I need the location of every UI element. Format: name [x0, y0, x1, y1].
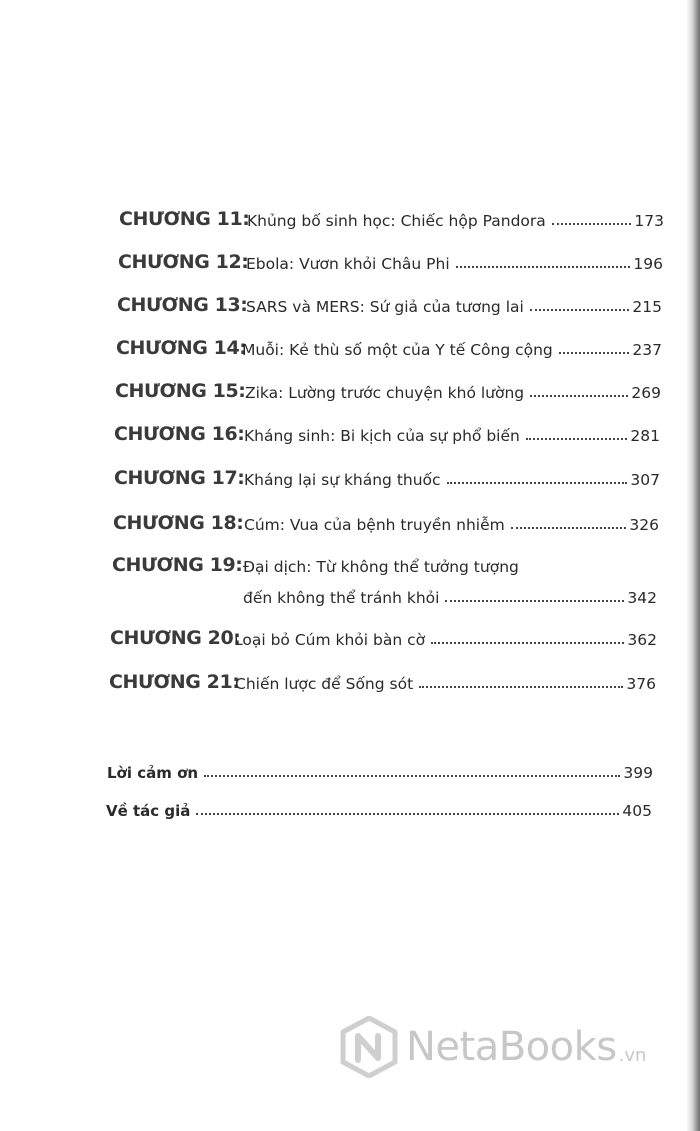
page-number: 307 [630, 471, 660, 489]
chapter-label: CHƯƠNG 13: [117, 294, 248, 316]
netabooks-watermark [340, 1016, 646, 1078]
toc-entry-chapter-18 [113, 504, 659, 534]
watermark-brand: NetaBooks [406, 1024, 617, 1070]
chapter-title: Zika: Lường trước chuyện khó lường [245, 384, 525, 402]
netabooks-logo-icon [340, 1016, 398, 1078]
toc-entry-chapter-16 [114, 415, 660, 445]
toc-entry-chapter-19 [112, 546, 658, 576]
dot-leader [445, 600, 624, 602]
toc-entry-chapter-20 [110, 619, 657, 649]
dot-leader [526, 438, 628, 440]
page-number: 399 [623, 764, 653, 782]
toc-entry-chapter-21 [109, 663, 656, 693]
dot-leader [530, 395, 628, 397]
toc-entry-chapter-14 [116, 329, 662, 359]
toc-entry-chapter-19-continued [243, 577, 657, 607]
chapter-title: Chiến lược để Sống sót [235, 675, 414, 693]
page-number: 237 [632, 341, 662, 359]
chapter-label: CHƯƠNG 12: [118, 251, 249, 273]
toc-entry-chapter-17 [114, 459, 660, 489]
dot-leader [530, 309, 630, 311]
dot-leader [431, 642, 624, 644]
chapter-title: Cúm: Vua của bệnh truyền nhiễm [244, 516, 505, 534]
dot-leader [419, 686, 623, 688]
chapter-label: CHƯƠNG 16: [114, 423, 245, 445]
chapter-label: CHƯƠNG 21: [109, 671, 240, 693]
dot-leader [552, 223, 632, 225]
toc-entry-acknowledgements [107, 752, 653, 782]
toc-entry-chapter-12 [118, 243, 663, 273]
chapter-title-line2: đến không thể tránh khỏi [243, 589, 440, 607]
toc-entry-chapter-11 [119, 200, 664, 230]
dot-leader [196, 813, 619, 815]
back-matter-label: Về tác giả [106, 802, 191, 820]
toc-entry-about-author [106, 790, 652, 820]
page-number: 405 [622, 802, 652, 820]
page-number: 196 [633, 255, 663, 273]
chapter-label: CHƯƠNG 15: [115, 380, 246, 402]
chapter-title: Kháng lại sự kháng thuốc [244, 471, 441, 489]
toc-entry-chapter-13 [117, 286, 662, 316]
dot-leader [511, 527, 627, 529]
chapter-label: CHƯƠNG 20: [110, 627, 241, 649]
page-number: 342 [627, 589, 657, 607]
chapter-label: CHƯƠNG 17: [114, 467, 245, 489]
chapter-label: CHƯƠNG 19: [112, 554, 243, 576]
page-number: 269 [631, 384, 661, 402]
toc-entry-chapter-15 [115, 372, 661, 402]
chapter-label: CHƯƠNG 18: [113, 512, 244, 534]
chapter-title: Kháng sinh: Bi kịch của sự phổ biến [244, 427, 520, 445]
chapter-title: Đại dịch: Từ không thể tưởng tượng [243, 558, 519, 576]
page-number: 362 [627, 631, 657, 649]
page-number: 326 [629, 516, 659, 534]
page-number: 173 [634, 212, 664, 230]
chapter-title: SARS và MERS: Sứ giả của tương lai [246, 298, 524, 316]
back-matter-label: Lời cảm ơn [107, 764, 199, 782]
chapter-label: CHƯƠNG 11: [119, 208, 250, 230]
chapter-title: Khủng bố sinh học: Chiếc hộp Pandora [247, 212, 546, 230]
page-edge-shadow [686, 0, 700, 1131]
dot-leader [447, 482, 628, 484]
chapter-title: Loại bỏ Cúm khỏi bàn cờ [234, 631, 426, 649]
chapter-label: CHƯƠNG 14: [116, 337, 247, 359]
watermark-suffix: .vn [618, 1045, 647, 1066]
dot-leader [204, 775, 620, 777]
page-number: 281 [630, 427, 660, 445]
dot-leader [456, 266, 631, 268]
page-number: 215 [632, 298, 662, 316]
page-number: 376 [626, 675, 656, 693]
dot-leader [559, 352, 630, 354]
chapter-title: Muỗi: Kẻ thù số một của Y tế Công cộng [242, 341, 553, 359]
chapter-title: Ebola: Vươn khỏi Châu Phi [246, 255, 450, 273]
